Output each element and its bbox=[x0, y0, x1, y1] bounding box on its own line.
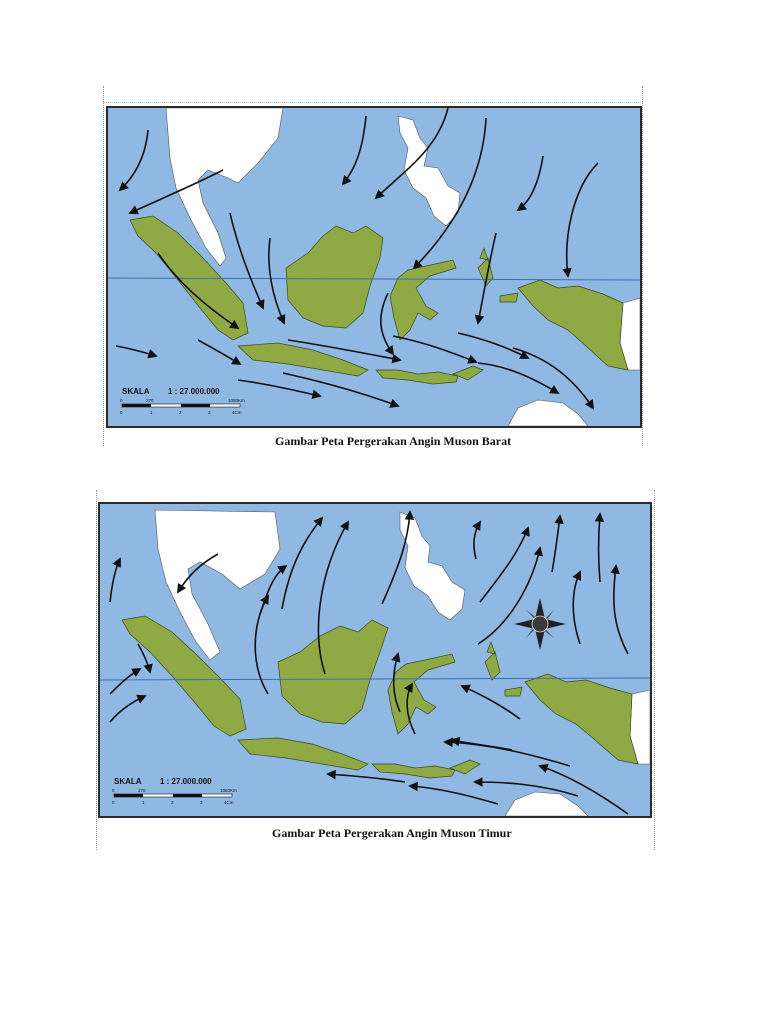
scale-tick-bottom: 3 bbox=[208, 410, 211, 415]
scale-tick-top: 270 bbox=[138, 788, 146, 793]
map-muson-timur-svg bbox=[100, 504, 650, 816]
page-guide-left-top bbox=[103, 86, 104, 446]
scale-tick-bottom: 2 bbox=[179, 410, 182, 415]
scale-tick-bottom: 4Cm bbox=[232, 410, 242, 415]
scale-title: SKALA bbox=[122, 387, 150, 396]
scale-tick-bottom: 0 bbox=[112, 800, 115, 805]
scale-tick-bottom: 2 bbox=[171, 800, 174, 805]
caption-muson-barat: Gambar Peta Pergerakan Angin Muson Barat bbox=[275, 434, 512, 448]
scale-tick-top: 270 bbox=[146, 398, 154, 403]
scale-tick-top: 1080Km bbox=[228, 398, 245, 403]
page-guide-right-bottom bbox=[654, 490, 655, 850]
scale-bar-segment bbox=[173, 794, 202, 797]
scale-tick-bottom: 0 bbox=[120, 410, 123, 415]
page-guide-left-bottom bbox=[96, 490, 97, 850]
scale-title: SKALA bbox=[114, 777, 142, 786]
page-guide-right-top bbox=[642, 86, 643, 446]
scale-bar-segment bbox=[114, 794, 143, 797]
scale-tick-bottom: 1 bbox=[150, 410, 153, 415]
scale-bar-segment bbox=[122, 404, 151, 407]
scale-tick-bottom: 4Cm bbox=[224, 800, 234, 805]
map-muson-timur bbox=[98, 502, 652, 818]
page-guide-top bbox=[103, 102, 643, 103]
scale-tick-bottom: 3 bbox=[200, 800, 203, 805]
scale-value: 1 : 27.000.000 bbox=[168, 387, 220, 396]
scale-tick-bottom: 1 bbox=[142, 800, 145, 805]
map-muson-barat-svg bbox=[108, 108, 640, 426]
scale-tick-top: 0 bbox=[112, 788, 115, 793]
scale-tick-top: 0 bbox=[120, 398, 123, 403]
map-muson-barat bbox=[106, 106, 642, 428]
scale-bar-segment bbox=[181, 404, 210, 407]
scale-tick-top: 1080Km bbox=[220, 788, 237, 793]
scale-value: 1 : 27.000.000 bbox=[160, 777, 212, 786]
caption-muson-timur: Gambar Peta Pergerakan Angin Muson Timur bbox=[272, 826, 512, 840]
